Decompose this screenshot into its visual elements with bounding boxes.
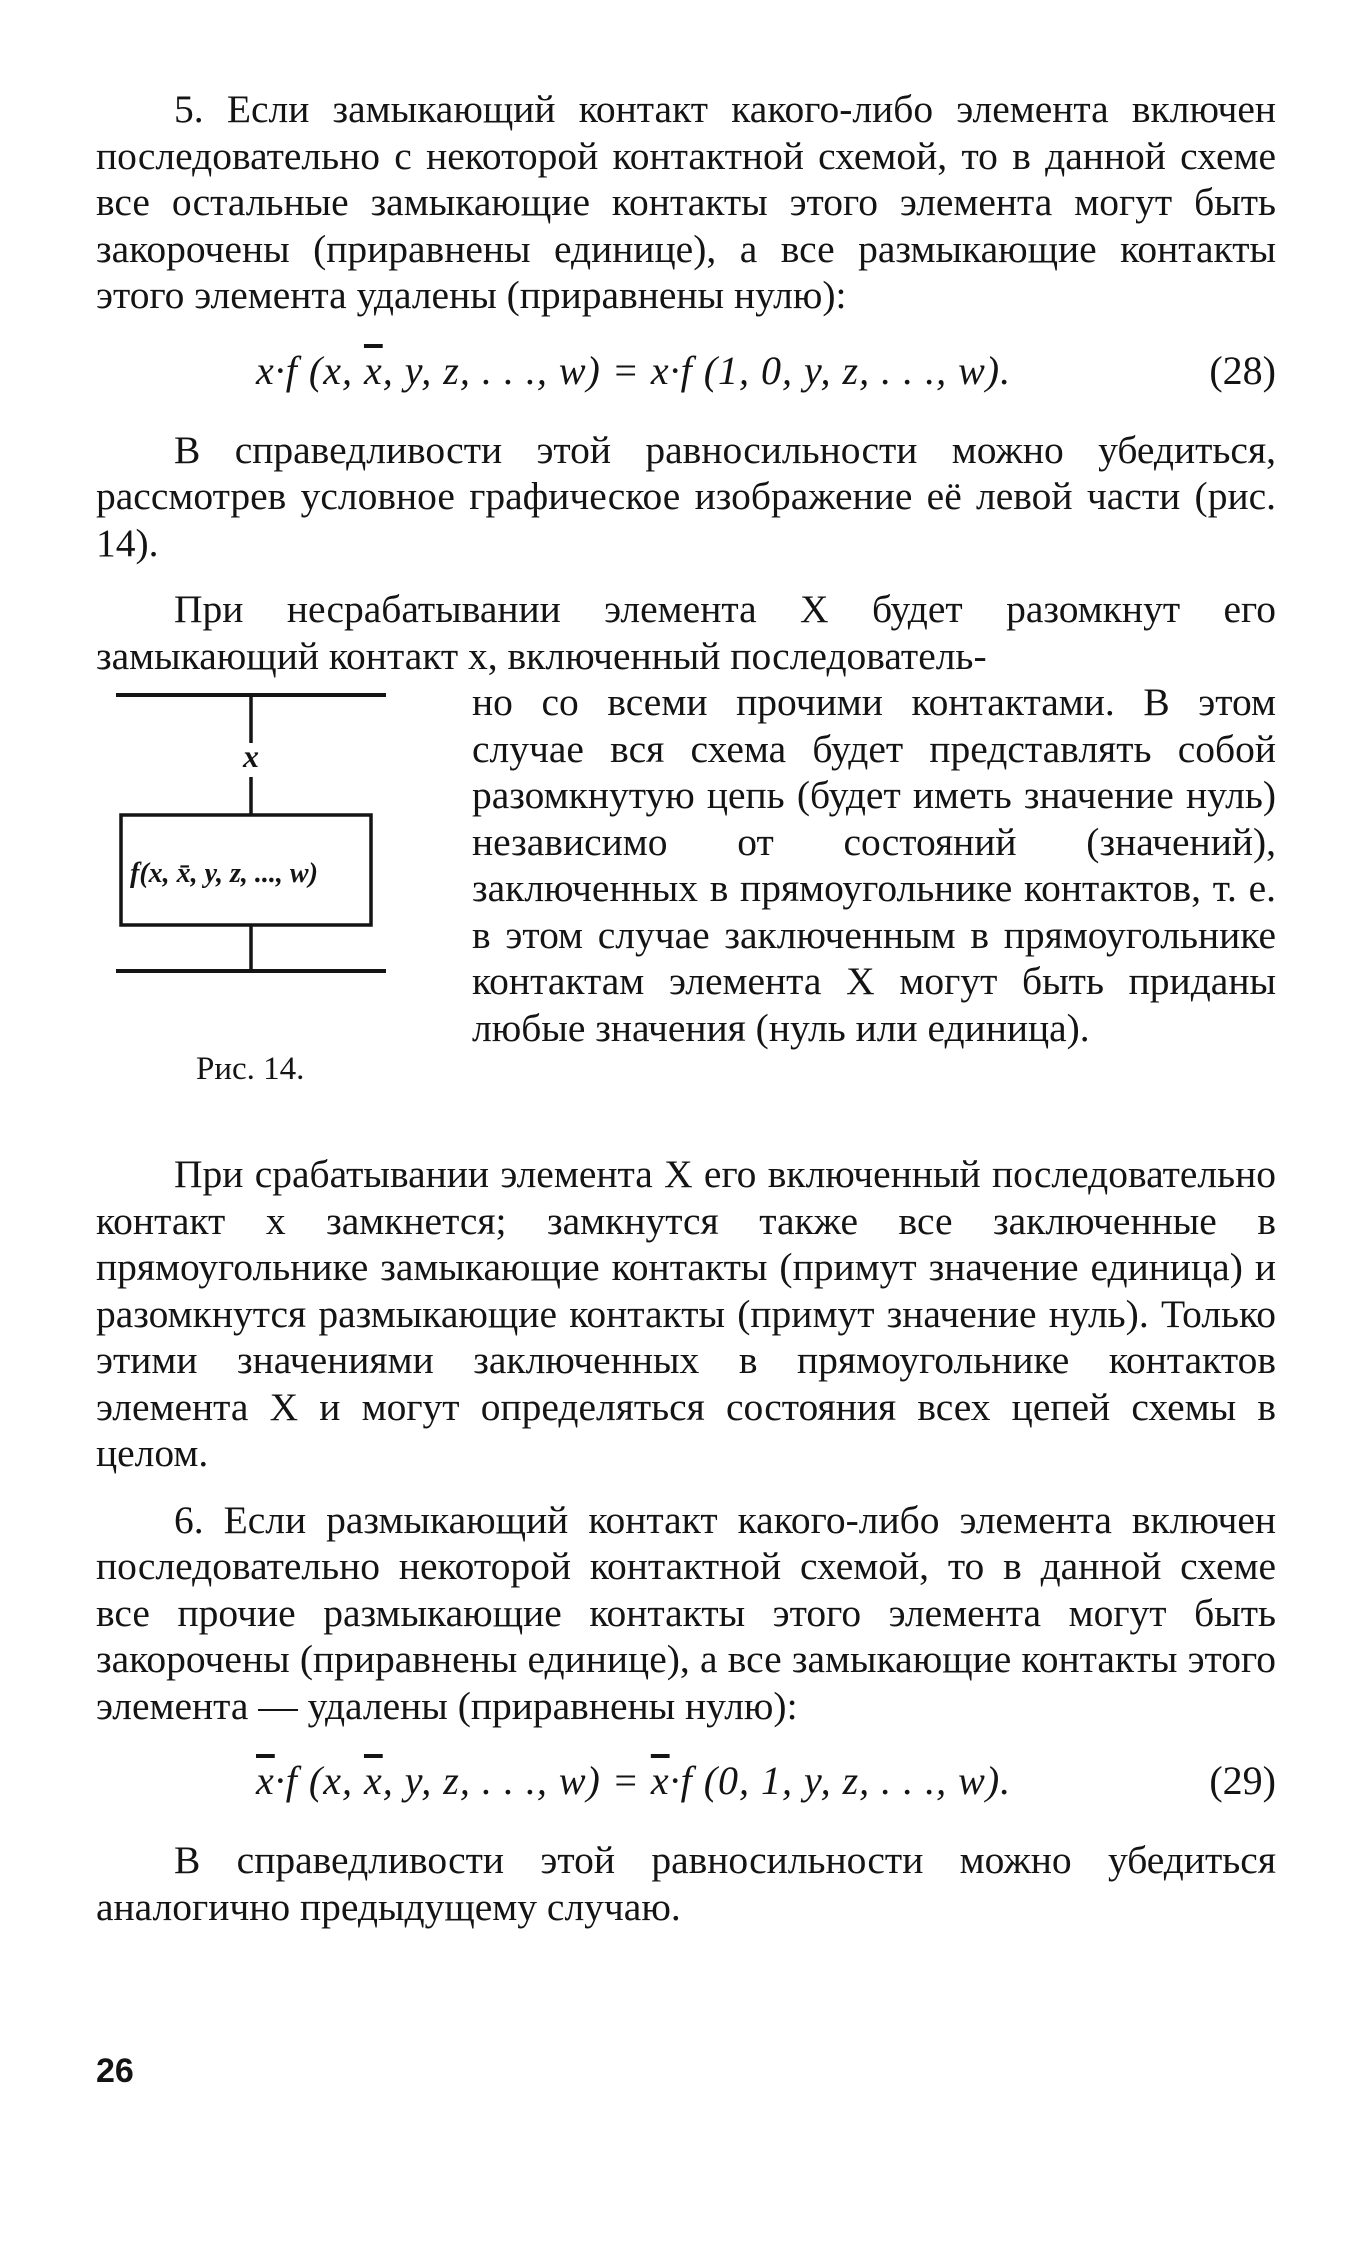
page-number: 26 <box>96 2052 134 2090</box>
formula-29-part: ·f (0, 1, y, z, . . ., w). <box>669 1758 1012 1803</box>
formula-28-part: x·f (x, <box>256 347 364 393</box>
paragraph-justification: В справедливости этой равносильности можно убедиться, рассмотрев условное графическое изображение её левой части (рис. 14). <box>96 427 1276 565</box>
formula-28-part: , y, z, . . ., w) = x·f (1, 0, y, z, . . ., w). <box>382 347 1012 393</box>
formula-29-negated-x: $\overline{x}$ <box>650 1758 670 1803</box>
formula-28-number: (28) <box>1209 347 1276 393</box>
formula-29-expression <box>256 1751 1011 1811</box>
box-function-label: f(x, x̄, y, z, ..., w) <box>130 858 318 889</box>
formula-29-number: (29) <box>1209 1758 1276 1803</box>
formula-29-part: ·f (x, <box>274 1758 364 1803</box>
formula-29-negated-x: $\overline{x}$ <box>363 1758 383 1803</box>
formula-29-part: , y, z, . . ., w) = <box>382 1758 651 1803</box>
paragraph-rule-6: 6. Если размыкающий контакт какого-либо элемента включен последовательно некоторой контактной схемой, то в данной схеме все прочие размыкающие контакты этого элемента могут быть закорочены (приравнены единице), а все замыкающие контакты этого элемента — удалены (приравнены нулю): <box>96 1497 1276 1728</box>
paragraph-nonoperation-lead: При несрабатывании элемента X будет разомкнут его замыкающий контакт x, включенный последователь- <box>96 587 1276 678</box>
paragraph-rule-5: 5. Если замыкающий контакт какого-либо элемента включен последовательно с некоторой контактной схемой, то в данной схеме все остальные замыкающие контакты этого элемента могут быть закорочены (приравнены единице), а все размыкающие контакты этого элемента удалены (приравнены нулю): <box>96 87 1276 317</box>
figure-caption: Рис. 14. <box>196 1051 305 1087</box>
figure-block <box>96 679 1276 1145</box>
formula-28 <box>96 341 1276 401</box>
paragraph-operation: При срабатывании элемента X его включенный последовательно контакт x замкнется; замкнутся также все заключенные в прямоугольнике замыкающие контакты (примут значение единица) и разомкнутся размыкающие контакты (примут значение нуль). Только этими значениями заключенных в прямоугольнике контактов элемента X и могут определяться состояния всех цепей схемы в целом. <box>96 1152 1276 1475</box>
paragraph-nonoperation-wrap: но со всеми прочими контактами. В этом случае вся схема будет представлять собой разомкнутую цепь (будет иметь значение нуль) независимо от состояний (значений), заключенных в прямоугольнике контактов, т. е. в этом случае заключенным в прямоугольнике контактам элемента X могут быть приданы любые значения (нуль или единица). <box>472 680 1276 1050</box>
formula-29 <box>96 1751 1276 1811</box>
contact-x-label: x <box>243 738 259 774</box>
formula-29-negated-x: $\overline{x}$ <box>256 1758 275 1803</box>
page-content <box>96 86 1276 1930</box>
paragraph-conclusion: В справедливости этой равносильности можно убедиться аналогично предыдущему случаю. <box>96 1838 1276 1929</box>
formula-28-expression <box>256 341 1011 401</box>
formula-28-negated-x: $\overline{x}$ <box>363 347 383 393</box>
